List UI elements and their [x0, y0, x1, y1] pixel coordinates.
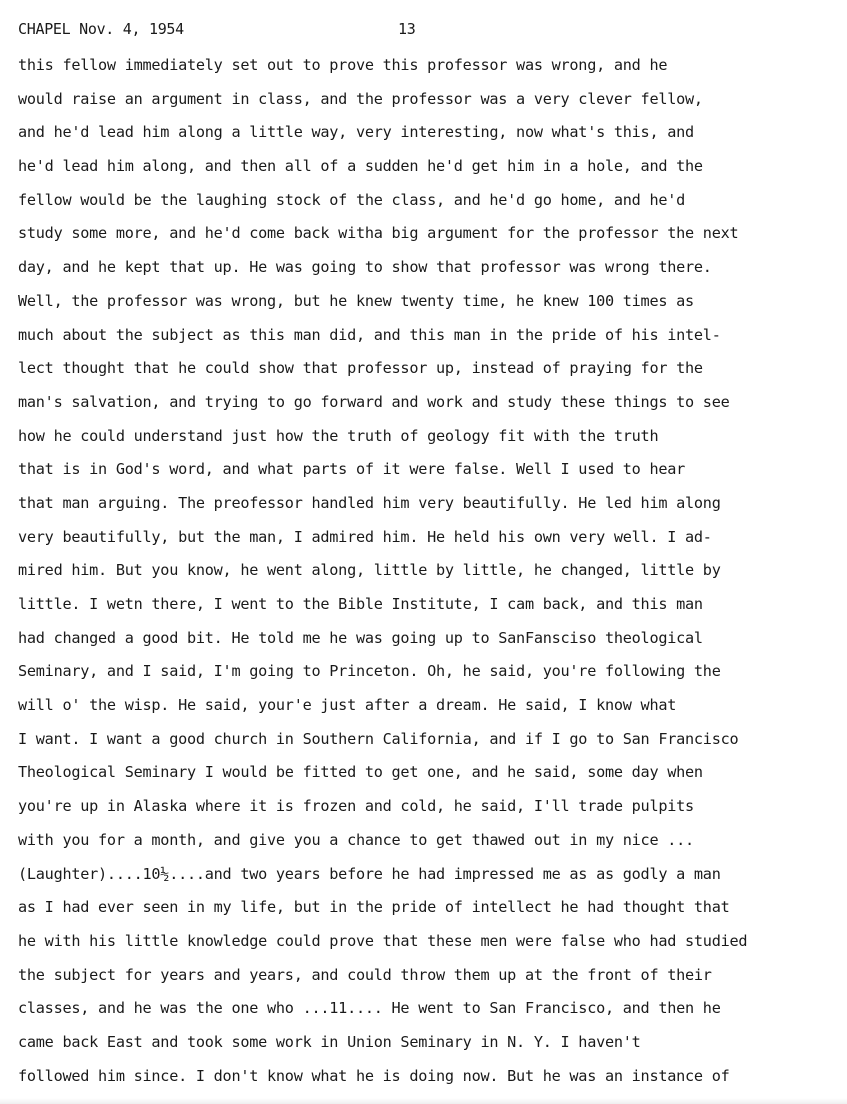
running-head: CHAPEL Nov. 4, 1954 [18, 20, 184, 38]
page-number: 13 [398, 20, 416, 38]
text-line: followed him since. I don't know what he is doing now. But he was an instance of [18, 1066, 730, 1085]
text-line: this fellow immediately set out to prove this professor was wrong, and he [18, 56, 668, 74]
text-line: would raise an argument in class, and the professor was a very clever fellow, [18, 89, 703, 108]
text-line: much about the subject as this man did, and this man in the pride of his intel- [18, 325, 721, 344]
text-line: had changed a good bit. He told me he was going up to SanFansciso theological [18, 628, 703, 647]
text-line: I want. I want a good church in Southern California, and if I go to San Francisco [18, 729, 739, 748]
text-line: man's salvation, and trying to go forward and work and study these things to see [18, 392, 730, 411]
text-line: day, and he kept that up. He was going to show that professor was wrong there. [18, 258, 712, 277]
text-line: Theological Seminary I would be fitted to get one, and he said, some day when [18, 763, 703, 782]
text-line: came back East and took some work in Union Seminary in N. Y. I haven't [18, 1032, 641, 1051]
text-line: (Laughter)....10½....and two years before he had impressed me as as godly a man [18, 864, 721, 883]
page-header [18, 20, 818, 42]
text-line: study some more, and he'd come back witha big argument for the professor the next [18, 224, 739, 243]
text-line: classes, and he was the one who ...11.... He went to San Francisco, and then he [18, 999, 721, 1018]
text-line: will o' the wisp. He said, your'e just after a dream. He said, I know what [18, 696, 677, 715]
text-line: very beautifully, but the man, I admired him. He held his own very well. I ad- [18, 527, 712, 546]
text-line: he'd lead him along, and then all of a sudden he'd get him in a hole, and the [18, 157, 703, 176]
text-line: that is in God's word, and what parts of it were false. Well I used to hear [18, 460, 686, 479]
text-line: that man arguing. The preofessor handled him very beautifully. He led him along [18, 493, 721, 512]
scan-bottom-edge [0, 1098, 847, 1104]
text-line: mired him. But you know, he went along, little by little, he changed, little by [18, 561, 721, 580]
text-line: Well, the professor was wrong, but he knew twenty time, he knew 100 times as [18, 291, 694, 310]
text-line: lect thought that he could show that professor up, instead of praying for the [18, 359, 703, 378]
transcript-body [18, 54, 843, 1098]
text-line: how he could understand just how the truth of geology fit with the truth [18, 426, 659, 445]
text-line: the subject for years and years, and could throw them up at the front of their [18, 965, 712, 984]
text-line: Seminary, and I said, I'm going to Princeton. Oh, he said, you're following the [18, 662, 721, 681]
text-line: he with his little knowledge could prove that these men were false who had studied [18, 931, 748, 950]
text-line: and he'd lead him along a little way, very interesting, now what's this, and [18, 123, 694, 142]
text-line: fellow would be the laughing stock of the class, and he'd go home, and he'd [18, 190, 686, 209]
text-line: with you for a month, and give you a chance to get thawed out in my nice ... [18, 830, 694, 849]
text-line: as I had ever seen in my life, but in the pride of intellect he had thought that [18, 898, 730, 917]
text-line: you're up in Alaska where it is frozen and cold, he said, I'll trade pulpits [18, 797, 694, 816]
text-line: little. I wetn there, I went to the Bible Institute, I cam back, and this man [18, 595, 703, 613]
